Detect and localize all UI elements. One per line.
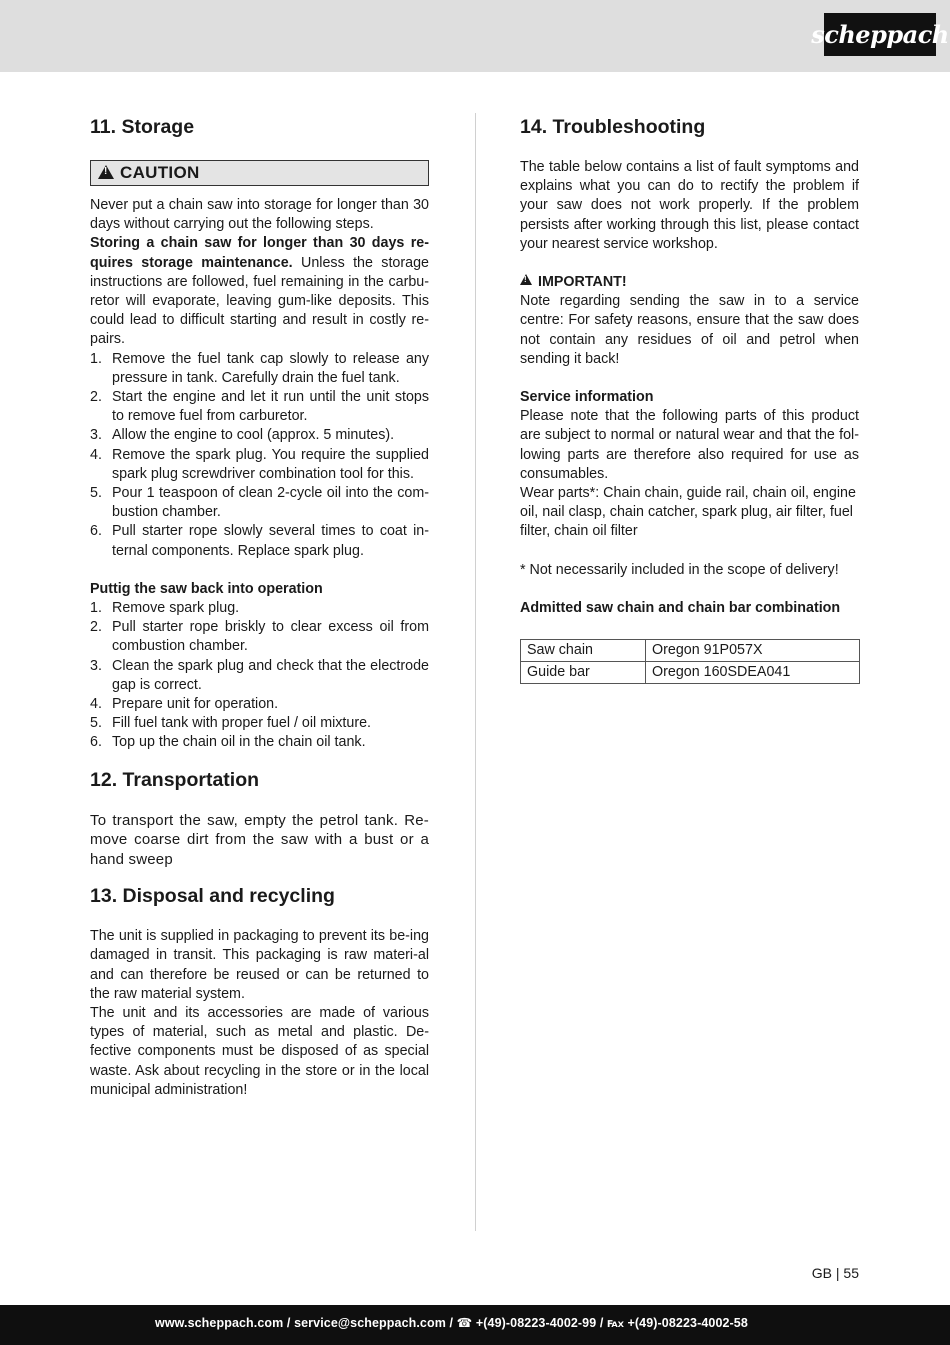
caution-label: CAUTION — [120, 163, 200, 182]
disposal-paragraph-2: The unit and its accessories are made of various types of material, such as metal and plastic. De-fective components must be disposed of as special waste. Ask about recycling in the store or in the local municipal administration! — [90, 1005, 429, 1098]
storage-maintenance-paragraph — [90, 234, 429, 349]
list-item: 5. Fill fuel tank with proper fuel / oil mixture. — [90, 715, 372, 732]
footer-bar — [0, 1305, 950, 1345]
storage-rest-text: Unless the storage instructions are followed, fuel remaining in the carbu-retor will evaporate, leaving gum-like deposits. This could lead to difficult starting and result in costly re-pairs. — [90, 254, 429, 348]
list-item: 6. Top up the chain oil in the chain oil tank. — [90, 734, 366, 751]
table-cell-value: Oregon 160SDEA041 — [646, 662, 860, 684]
service-info-heading: Service information — [520, 389, 654, 406]
right-column — [520, 114, 859, 684]
chain-bar-combination-table — [520, 639, 860, 684]
table-cell-value: Oregon 91P057X — [646, 640, 860, 662]
storage-steps — [90, 350, 429, 561]
list-item: 3. Allow the engine to cool (approx. 5 minutes). — [90, 427, 395, 444]
troubleshooting-intro: The table below contains a list of fault symptoms and explains what you can do to rectify the problem if your saw does not work properly. If the problem persists after working through this list, please contact your nearest service workshop. — [520, 159, 859, 252]
back-into-operation-heading: Puttig the saw back into operation — [90, 580, 323, 597]
list-item: 2. Pull starter rope briskly to clear excess oil from combustion chamber. — [90, 619, 429, 655]
list-item: 4. Prepare unit for operation. — [90, 696, 279, 713]
page-number: GB | 55 — [811, 1265, 859, 1281]
back-into-operation-steps — [90, 599, 429, 753]
list-item: 1. Remove the fuel tank cap slowly to release any pressure in tank. Carefully drain the fuel tank. — [90, 350, 429, 386]
combination-heading: Admitted saw chain and chain bar combination — [520, 599, 841, 616]
important-text: Note regarding sending the saw in to a service centre: For safety reasons, ensure that the saw does not contain any residues of oil and petrol when sending it back! — [520, 293, 859, 367]
brand-logo: scheppach — [824, 13, 936, 56]
wear-parts-text: Wear parts*: Chain chain, guide rail, chain oil, engine oil, nail clasp, chain catcher, spark plug, air filter, fuel filter, chain oil filter — [520, 485, 856, 540]
footer-contact: www.scheppach.com / service@scheppach.com / ☎ +(49)-08223-4002-99 / ℻ +(49)-08223-4002-58 — [155, 1316, 748, 1330]
storage-bold-sentence: Storing a chain saw for longer than 30 days re-quires storage maintenance. — [90, 235, 429, 271]
table-cell-label: Saw chain — [521, 640, 646, 662]
delivery-footnote: * Not necessarily included in the scope of delivery! — [520, 561, 839, 578]
transport-text: To transport the saw, empty the petrol tank. Re-move coarse dirt from the saw with a bust or a hand sweep — [90, 811, 429, 868]
table-row — [521, 640, 860, 662]
warning-icon — [98, 165, 114, 179]
list-item: 2. Start the engine and let it run until the unit stops to remove fuel from carburetor. — [90, 389, 429, 425]
column-divider — [475, 113, 476, 1231]
list-item: 3. Clean the spark plug and check that the electrode gap is correct. — [90, 657, 429, 693]
section-title-storage: 11. Storage — [90, 116, 195, 138]
caution-box — [90, 160, 429, 186]
section-title-disposal: 13. Disposal and recycling — [90, 885, 335, 908]
list-item: 6. Pull starter rope slowly several times to coat in-ternal components. Replace spark plug. — [90, 523, 429, 559]
storage-intro: Never put a chain saw into storage for longer than 30 days without carrying out the following steps. — [90, 197, 429, 233]
important-heading: !IMPORTANT! — [520, 273, 859, 292]
list-item: 1. Remove spark plug. — [90, 600, 240, 617]
section-title-troubleshooting: 14. Troubleshooting — [520, 116, 706, 138]
list-item: 5. Pour 1 teaspoon of clean 2-cycle oil into the com-bustion chamber. — [90, 485, 429, 521]
warning-icon — [520, 274, 532, 285]
left-column — [90, 114, 429, 1100]
disposal-paragraph-1: The unit is supplied in packaging to prevent its be-ing damaged in transit. This packaging is raw materi-al and can therefore be reused or can be returned to the raw material system. — [90, 928, 429, 1002]
service-info-text: Please note that the following parts of this product are subject to normal or natural wear and that the fol-lowing parts are therefore also required for use as consumables. — [520, 408, 859, 482]
header-bar — [0, 0, 950, 72]
list-item: 4. Remove the spark plug. You require the supplied spark plug screwdriver combination tool for this. — [90, 446, 429, 482]
table-row — [521, 662, 860, 684]
section-title-transportation: 12. Transportation — [90, 768, 260, 791]
table-cell-label: Guide bar — [521, 662, 646, 684]
